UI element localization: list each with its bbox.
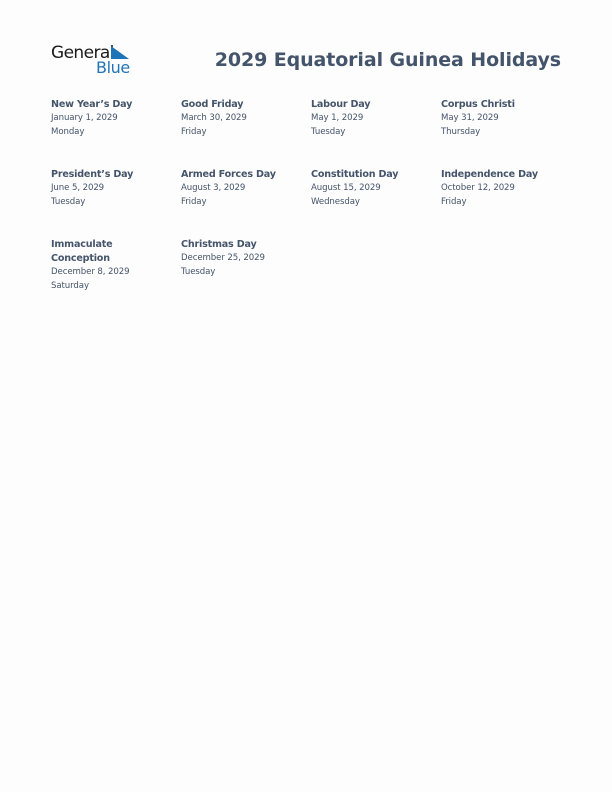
holiday-name: Constitution Day	[311, 169, 399, 180]
holiday-item	[51, 238, 139, 294]
holiday-weekday: Saturday	[51, 280, 89, 291]
holiday-weekday: Tuesday	[311, 126, 346, 137]
holiday-item	[181, 98, 306, 140]
holiday-name: President’s Day	[51, 169, 134, 180]
holiday-name: Immaculate Conception	[51, 239, 113, 264]
holiday-date: August 3, 2029	[181, 183, 246, 193]
holiday-name: Corpus Christi	[441, 99, 515, 110]
holiday-date: October 12, 2029	[441, 183, 515, 193]
holiday-weekday: Friday	[441, 196, 467, 207]
holiday-date: May 1, 2029	[311, 113, 364, 123]
logo	[50, 43, 134, 77]
holiday-name: Christmas Day	[181, 239, 257, 250]
holiday-weekday: Thursday	[441, 126, 481, 137]
logo-word-general: General	[51, 43, 114, 63]
holiday-weekday: Monday	[51, 126, 85, 137]
holiday-item	[51, 168, 176, 210]
holiday-name: Good Friday	[181, 99, 244, 110]
holiday-item	[311, 168, 436, 210]
holiday-name: Independence Day	[441, 169, 538, 180]
holiday-weekday: Wednesday	[311, 196, 360, 207]
holiday-name: New Year’s Day	[51, 99, 133, 110]
holiday-date: March 30, 2029	[181, 113, 247, 123]
holiday-name: Labour Day	[311, 99, 371, 110]
holiday-date: January 1, 2029	[51, 113, 118, 123]
holiday-date: May 31, 2029	[441, 113, 499, 123]
page-title: 2029 Equatorial Guinea Holidays	[214, 49, 561, 71]
holiday-date: December 8, 2029	[51, 267, 130, 277]
holiday-item	[441, 168, 566, 210]
holiday-weekday: Friday	[181, 126, 207, 137]
holiday-date: December 25, 2029	[181, 253, 265, 263]
holiday-name: Armed Forces Day	[181, 169, 276, 180]
holiday-item	[181, 168, 306, 210]
holiday-item	[441, 98, 566, 140]
holiday-item	[181, 238, 306, 280]
logo-word-blue: Blue	[96, 58, 130, 77]
holiday-item	[311, 98, 436, 140]
holiday-weekday: Tuesday	[51, 196, 86, 207]
holiday-date: August 15, 2029	[311, 183, 381, 193]
holiday-weekday: Tuesday	[181, 266, 216, 277]
holiday-weekday: Friday	[181, 196, 207, 207]
holiday-item	[51, 98, 176, 140]
holiday-date: June 5, 2029	[51, 183, 105, 193]
